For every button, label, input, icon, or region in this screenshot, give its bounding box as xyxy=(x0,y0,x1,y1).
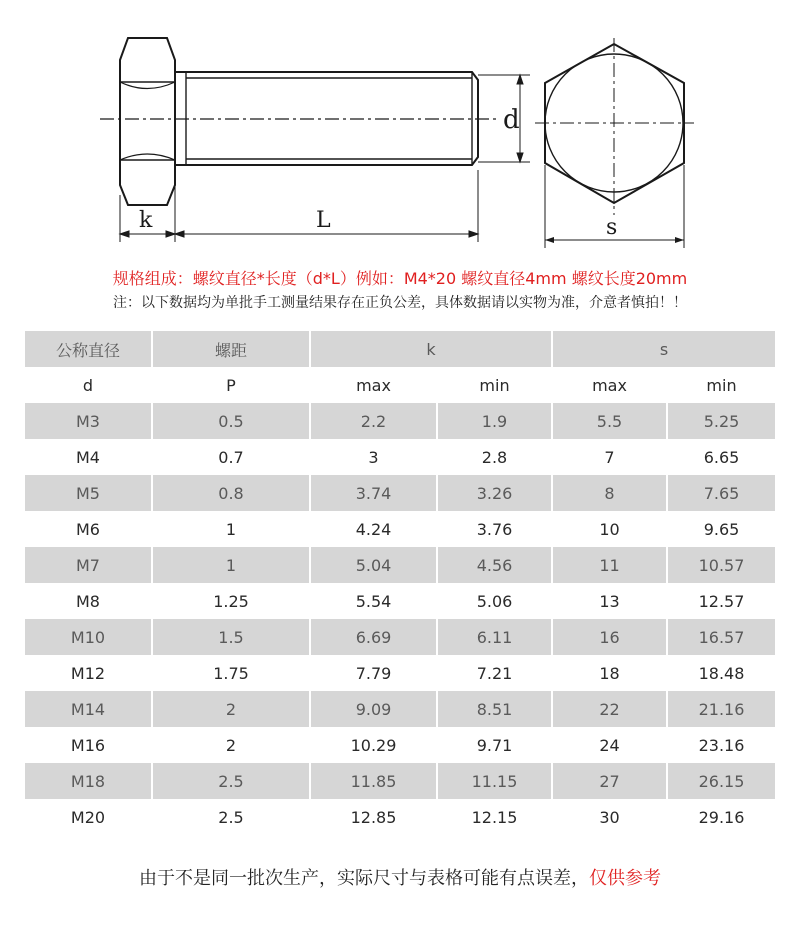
cell-p: 1 xyxy=(152,511,310,547)
cell-s-max: 18 xyxy=(552,655,667,691)
table-row xyxy=(25,619,775,655)
cell-k-min: 5.06 xyxy=(437,583,552,619)
dimension-label-k: k xyxy=(139,208,153,233)
table-row xyxy=(25,475,775,511)
cell-s-min: 21.16 xyxy=(667,691,775,727)
subheader-s-max: max xyxy=(552,367,667,403)
cell-p: 1.25 xyxy=(152,583,310,619)
dimension-label-d: d xyxy=(503,105,520,135)
cell-d: M14 xyxy=(25,691,152,727)
cell-p: 1.5 xyxy=(152,619,310,655)
cell-d: M8 xyxy=(25,583,152,619)
cell-k-max: 2.2 xyxy=(310,403,437,439)
table-row xyxy=(25,691,775,727)
cell-p: 2 xyxy=(152,691,310,727)
footer-text: 由于不是同一批次生产，实际尺寸与表格可能有点误差， xyxy=(139,868,589,889)
cell-p: 1.75 xyxy=(152,655,310,691)
cell-k-min: 3.26 xyxy=(437,475,552,511)
cell-k-max: 3 xyxy=(310,439,437,475)
cell-k-max: 12.85 xyxy=(310,799,437,835)
cell-d: M7 xyxy=(25,547,152,583)
cell-s-min: 12.57 xyxy=(667,583,775,619)
cell-k-max: 6.69 xyxy=(310,619,437,655)
cell-p: 0.8 xyxy=(152,475,310,511)
spec-composition-line: 规格组成：螺纹直径*长度（d*L）例如：M4*20 螺纹直径4mm 螺纹长度20mm xyxy=(112,269,688,288)
cell-s-min: 29.16 xyxy=(667,799,775,835)
bolt-spec-table xyxy=(25,331,775,835)
cell-s-min: 5.25 xyxy=(667,403,775,439)
subheader-k-max: max xyxy=(310,367,437,403)
header-pitch: 螺距 xyxy=(152,331,310,367)
cell-d: M10 xyxy=(25,619,152,655)
cell-p: 2 xyxy=(152,727,310,763)
table-row xyxy=(25,439,775,475)
table-row xyxy=(25,583,775,619)
table-row xyxy=(25,403,775,439)
table-header-row-2 xyxy=(25,367,775,403)
cell-k-max: 11.85 xyxy=(310,763,437,799)
subheader-d: d xyxy=(25,367,152,403)
cell-p: 1 xyxy=(152,547,310,583)
cell-d: M4 xyxy=(25,439,152,475)
cell-s-max: 7 xyxy=(552,439,667,475)
cell-d: M3 xyxy=(25,403,152,439)
table-header-row-1 xyxy=(25,331,775,367)
header-k: k xyxy=(310,331,552,367)
cell-s-max: 13 xyxy=(552,583,667,619)
cell-d: M6 xyxy=(25,511,152,547)
cell-s-max: 27 xyxy=(552,763,667,799)
cell-d: M16 xyxy=(25,727,152,763)
cell-s-min: 26.15 xyxy=(667,763,775,799)
bolt-technical-drawing xyxy=(0,0,800,262)
cell-p: 0.7 xyxy=(152,439,310,475)
cell-k-min: 1.9 xyxy=(437,403,552,439)
table-row xyxy=(25,655,775,691)
cell-s-min: 6.65 xyxy=(667,439,775,475)
cell-s-min: 18.48 xyxy=(667,655,775,691)
dimension-label-L: L xyxy=(316,208,331,233)
cell-k-min: 6.11 xyxy=(437,619,552,655)
cell-s-max: 24 xyxy=(552,727,667,763)
cell-p: 2.5 xyxy=(152,763,310,799)
cell-k-max: 5.04 xyxy=(310,547,437,583)
cell-k-max: 3.74 xyxy=(310,475,437,511)
cell-k-min: 9.71 xyxy=(437,727,552,763)
footer-disclaimer xyxy=(0,864,800,890)
cell-s-max: 16 xyxy=(552,619,667,655)
cell-k-min: 11.15 xyxy=(437,763,552,799)
cell-k-max: 4.24 xyxy=(310,511,437,547)
cell-s-max: 30 xyxy=(552,799,667,835)
table-row xyxy=(25,799,775,835)
cell-s-min: 16.57 xyxy=(667,619,775,655)
cell-d: M20 xyxy=(25,799,152,835)
cell-k-min: 2.8 xyxy=(437,439,552,475)
header-nominal-diameter: 公称直径 xyxy=(25,331,152,367)
cell-d: M12 xyxy=(25,655,152,691)
footer-emphasis: 仅供参考 xyxy=(589,868,661,889)
header-s: s xyxy=(552,331,775,367)
cell-s-max: 11 xyxy=(552,547,667,583)
table-row xyxy=(25,763,775,799)
cell-d: M5 xyxy=(25,475,152,511)
cell-s-max: 22 xyxy=(552,691,667,727)
cell-k-min: 12.15 xyxy=(437,799,552,835)
cell-s-min: 9.65 xyxy=(667,511,775,547)
cell-p: 0.5 xyxy=(152,403,310,439)
cell-k-max: 10.29 xyxy=(310,727,437,763)
cell-k-min: 8.51 xyxy=(437,691,552,727)
cell-k-min: 3.76 xyxy=(437,511,552,547)
table-row xyxy=(25,727,775,763)
dimension-label-s: s xyxy=(606,215,618,240)
cell-k-min: 7.21 xyxy=(437,655,552,691)
cell-s-max: 10 xyxy=(552,511,667,547)
cell-k-max: 5.54 xyxy=(310,583,437,619)
subheader-s-min: min xyxy=(667,367,775,403)
cell-k-max: 9.09 xyxy=(310,691,437,727)
cell-d: M18 xyxy=(25,763,152,799)
cell-s-min: 7.65 xyxy=(667,475,775,511)
cell-s-max: 8 xyxy=(552,475,667,511)
subheader-k-min: min xyxy=(437,367,552,403)
cell-s-min: 23.16 xyxy=(667,727,775,763)
table-row xyxy=(25,547,775,583)
bolt-head-outline xyxy=(120,38,175,205)
subheader-p: P xyxy=(152,367,310,403)
table-row xyxy=(25,511,775,547)
cell-s-min: 10.57 xyxy=(667,547,775,583)
measurement-note: 注：以下数据均为单批手工测量结果存在正负公差，具体数据请以实物为准，介意者慎拍！！ xyxy=(113,295,687,311)
cell-k-max: 7.79 xyxy=(310,655,437,691)
cell-k-min: 4.56 xyxy=(437,547,552,583)
cell-p: 2.5 xyxy=(152,799,310,835)
cell-s-max: 5.5 xyxy=(552,403,667,439)
